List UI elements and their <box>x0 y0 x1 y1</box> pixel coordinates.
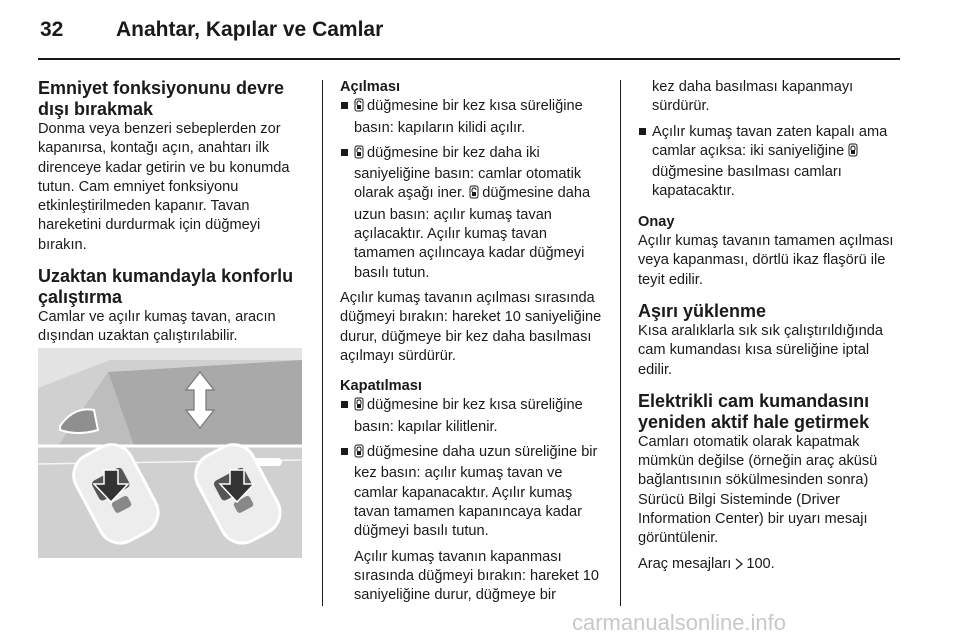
unlock-key-icon <box>354 145 364 165</box>
heading-kapatilmasi: Kapatılması <box>340 378 422 395</box>
lock-key-icon <box>848 143 858 163</box>
header-rule <box>38 58 900 60</box>
list-item: düğmesine daha uzun süreliğine bir kez basın: açılır kumaş tavan ve camlar kapanacaktır. Açılır kumaş tavan tamamen kapanıncaya kadar düğmeyi basılı tutun. <box>340 443 606 541</box>
list-item: düğmesine bir kez kısa süreliğine basın: kapıların kilidi açılır. <box>340 97 606 138</box>
column-1 <box>38 78 306 347</box>
paragraph-acilmasi: Açılır kumaş tavanın açılması sırasında düğmeyi bırakın: hareket 10 saniyeliğine durur, düğmeye bir kez daha basılması açılmayı sürdürür. <box>340 289 602 364</box>
page-title: Anahtar, Kapılar ve Camlar <box>116 18 384 41</box>
watermark: carmanualsonline.info <box>572 610 787 635</box>
page-number: 32 <box>40 18 64 41</box>
heading-onay: Onay <box>638 213 675 230</box>
heading-emniyet: Emniyet fonksiyonunu devre dışı bırakmak <box>38 78 285 119</box>
lock-key-icon <box>354 397 364 417</box>
list-item: düğmesine bir kez kısa süreliğine basın: kapılar kilitlenir. <box>340 396 606 437</box>
column-2 <box>340 78 606 605</box>
list-item: düğmesine bir kez daha iki saniyeliğine basın: camlar otomatik olarak aşağı iner. düğmesine daha uzun basın: açılır kumaş tavan açılacaktır. Açılır kumaş tavan tamamen açılıncaya kadar düğmeyi basılı tutun. <box>340 144 606 283</box>
paragraph-elektrikli-cam: Camları otomatik olarak kapatmak mümkün değilse (örneğin araç aküsü bağlantısının sökülmesinden sonra) Sürücü Bilgi Sisteminde (Driver Information Center) bir uyarı mesajı görüntülenir. <box>638 433 878 547</box>
column-3 <box>638 78 906 576</box>
page-reference: Araç mesajları 100. <box>638 555 906 576</box>
paragraph-uzaktan: Camlar ve açılır kumaş tavan, aracın dışından uzaktan çalıştırılabilir. <box>38 309 276 345</box>
column-divider <box>620 80 621 606</box>
paragraph-kapatilmasi: Açılır kumaş tavanın kapanması sırasında düğmeyi bırakın: hareket 10 saniyeliğine durur, düğmeye bir <box>354 548 599 604</box>
column-divider <box>322 80 323 606</box>
unlock-key-icon <box>354 98 364 118</box>
paragraph-asiri-yuklenme: Kısa aralıklarla sık sık çalıştırıldığında cam kumandası kısa süreliğine iptal edilir. <box>638 322 883 378</box>
unlock-key-icon <box>469 185 479 205</box>
heading-asiri-yuklenme: Aşırı yüklenme <box>638 300 767 321</box>
paragraph-continued: kez daha basılması kapanmayı sürdürür. <box>652 79 854 115</box>
paragraph-onay: Açılır kumaş tavanın tamamen açılması veya kapanması, dörtlü ikaz flaşörü ile teyit edilir. <box>638 233 894 288</box>
page-reference-link[interactable]: 100. <box>746 555 775 572</box>
list-item: Açılır kumaş tavan zaten kapalı ama camlar açıksa: iki saniyeliğine düğmesine basılması camları kapatacaktır. <box>638 123 906 202</box>
heading-acilmasi: Açılması <box>340 79 401 95</box>
lock-key-icon <box>354 444 364 464</box>
heading-uzaktan: Uzaktan kumandayla konforlu çalıştırma <box>38 266 294 308</box>
paragraph-emniyet: Donma veya benzeri sebeplerden zor kapanırsa, kontağı açın, anahtarı ilk direnceye kadar getirin ve bu konumda tutun. Cam emniyet fonksiyonu etkinleştirilmeden kapanır. Tavan hareketini durdurmak için düğmeyi bırakın. <box>38 121 290 253</box>
triangle-ref-icon <box>735 557 743 576</box>
remote-control-illustration <box>38 348 302 558</box>
heading-elektrikli-cam: Elektrikli cam kumandasını yeniden aktif hale getirmek <box>638 390 870 432</box>
